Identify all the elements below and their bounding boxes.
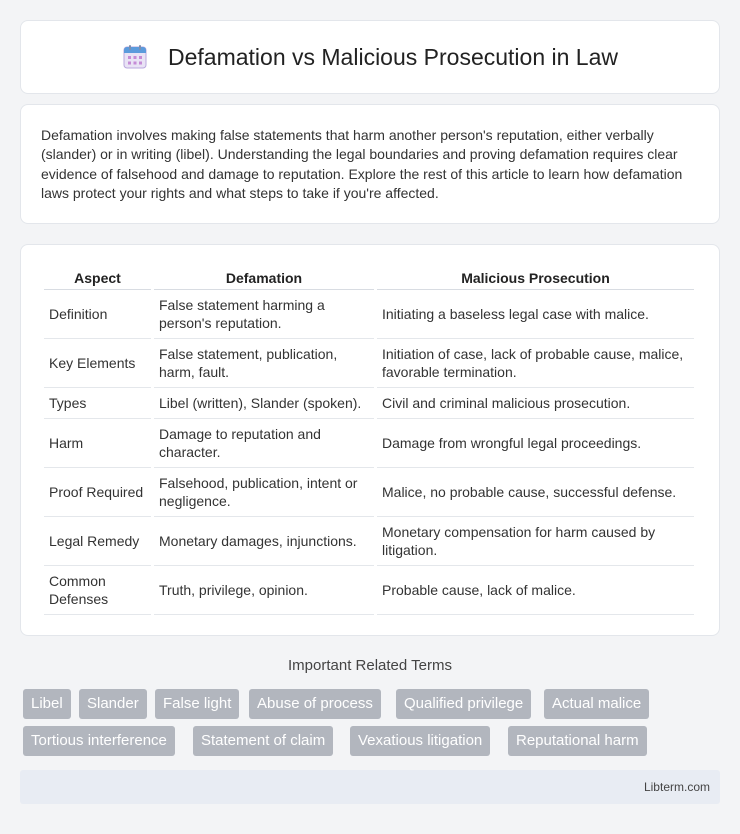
row-aspect: Legal Remedy — [44, 517, 151, 566]
row-defamation: Damage to reputation and character. — [154, 419, 374, 468]
comparison-table — [41, 267, 697, 615]
calendar-icon — [122, 44, 148, 70]
term-tag[interactable]: False light — [155, 689, 239, 719]
term-tag[interactable]: Abuse of process — [249, 689, 381, 719]
row-defamation: Monetary damages, injunctions. — [154, 517, 374, 566]
row-malicious-prosecution: Initiating a baseless legal case with malice. — [377, 290, 694, 339]
table-row — [44, 419, 694, 468]
term-tag[interactable]: Qualified privilege — [396, 689, 531, 719]
header-malicious-prosecution: Malicious Prosecution — [377, 267, 694, 290]
term-tag[interactable]: Libel — [23, 689, 71, 719]
row-aspect: Common Defenses — [44, 566, 151, 615]
header-aspect: Aspect — [44, 267, 151, 290]
row-malicious-prosecution: Probable cause, lack of malice. — [377, 566, 694, 615]
row-defamation: Truth, privilege, opinion. — [154, 566, 374, 615]
table-row — [44, 388, 694, 419]
row-defamation: False statement harming a person's reputation. — [154, 290, 374, 339]
table-row — [44, 517, 694, 566]
table-row — [44, 290, 694, 339]
intro-text: Defamation involves making false statements that harm another person's reputation, either verbally (slander) or in writing (libel). Understanding the legal boundaries and proving defamation requires clear evidence of falsehood and damage to reputation. Explore the rest of this article to learn how defamation laws protect your rights and what steps to take if you're affected. — [41, 127, 683, 201]
row-malicious-prosecution: Initiation of case, lack of probable cause, malice, favorable termination. — [377, 339, 694, 388]
row-aspect: Harm — [44, 419, 151, 468]
row-defamation: Falsehood, publication, intent or negligence. — [154, 468, 374, 517]
row-malicious-prosecution: Damage from wrongful legal proceedings. — [377, 419, 694, 468]
term-tag[interactable]: Actual malice — [544, 689, 649, 719]
header-defamation: Defamation — [154, 267, 374, 290]
related-terms-title: Important Related Terms — [288, 657, 452, 674]
table-row — [44, 339, 694, 388]
row-malicious-prosecution: Civil and criminal malicious prosecution. — [377, 388, 694, 419]
term-tag[interactable]: Statement of claim — [193, 726, 333, 756]
term-tag[interactable]: Reputational harm — [508, 726, 647, 756]
row-defamation: False statement, publication, harm, fault. — [154, 339, 374, 388]
comparison-card — [20, 244, 720, 636]
footer — [20, 770, 720, 804]
term-tag[interactable]: Vexatious litigation — [350, 726, 490, 756]
page-title: Defamation vs Malicious Prosecution in Law — [168, 43, 618, 70]
table-header-row — [44, 267, 694, 290]
term-tag[interactable]: Slander — [79, 689, 147, 719]
row-aspect: Key Elements — [44, 339, 151, 388]
table-row — [44, 566, 694, 615]
row-aspect: Types — [44, 388, 151, 419]
intro-card — [20, 104, 720, 224]
title-card — [20, 20, 720, 94]
row-defamation: Libel (written), Slander (spoken). — [154, 388, 374, 419]
term-tag[interactable]: Tortious interference — [23, 726, 175, 756]
table-row — [44, 468, 694, 517]
footer-site-link[interactable]: Libterm.com — [643, 780, 710, 794]
row-aspect: Definition — [44, 290, 151, 339]
row-malicious-prosecution: Malice, no probable cause, successful defense. — [377, 468, 694, 517]
row-malicious-prosecution: Monetary compensation for harm caused by litigation. — [377, 517, 694, 566]
row-aspect: Proof Required — [44, 468, 151, 517]
